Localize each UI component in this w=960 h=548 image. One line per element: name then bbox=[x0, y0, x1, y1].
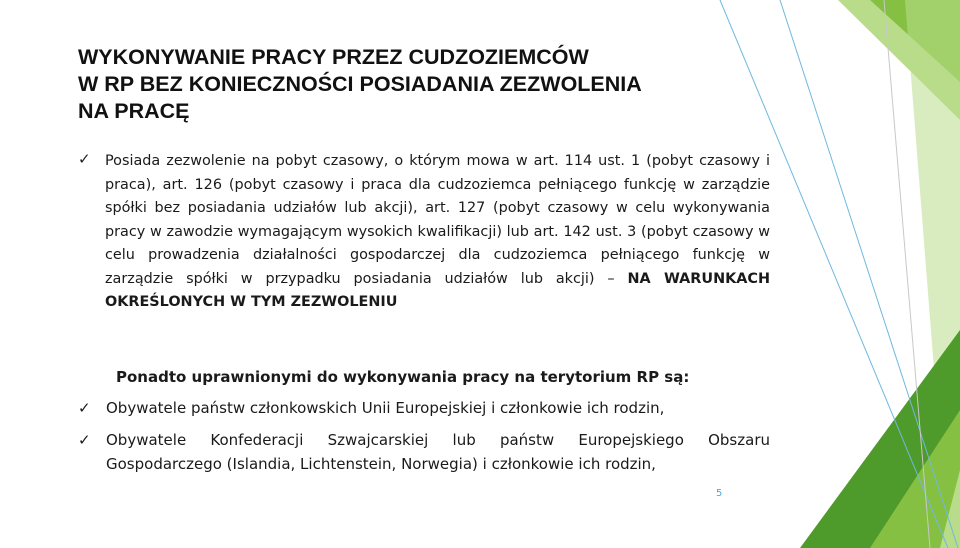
title-line-3: NA PRACĘ bbox=[78, 99, 190, 123]
checkmark-icon: ✓ bbox=[78, 399, 91, 417]
subheading: Ponadto uprawnionymi do wykonywania pracy na terytorium RP są: bbox=[116, 368, 690, 386]
slide-title bbox=[78, 44, 818, 125]
list-item bbox=[78, 396, 770, 420]
paragraph-emphasis: NA WARUNKACH OKREŚLONYCH W TYM ZEZWOLENIU bbox=[105, 270, 771, 310]
checkmark-icon: ✓ bbox=[78, 150, 91, 168]
paragraph-body bbox=[105, 150, 770, 315]
title-line-1: WYKONYWANIE PRACY PRZEZ CUDZOZIEMCÓW bbox=[78, 45, 589, 69]
paragraph-text: Posiada zezwolenie na pobyt czasowy, o którym mowa w art. 114 ust. 1 (pobyt czasowy i praca), art. 126 (pobyt czasowy i praca dla cudzoziemca pełniącego funkcję w zarządzie spółki bez posiadania udziałów lub akcji), art. 127 (pobyt czasowy w celu wykonywania pracy w zawodzie wymagającym wysokich kwalifikacji) lub art. 142 ust. 3 (pobyt czasowy w celu prowadzenia działalności gospodarczej dla cudzoziemca pełniącego funkcję w zarządzie spółki w przypadku posiadania udziałów lub akcji) – bbox=[105, 153, 770, 287]
title-line-2: W RP BEZ KONIECZNOŚCI POSIADANIA ZEZWOLENIA bbox=[78, 72, 642, 96]
page-number: 5 bbox=[716, 488, 723, 499]
list-item-text: Obywatele państw członkowskich Unii Europejskiej i członkowie ich rodzin, bbox=[106, 399, 665, 417]
residence-permit-paragraph bbox=[78, 150, 770, 315]
list-item bbox=[78, 428, 770, 476]
list-item-text: Obywatele Konfederacji Szwajcarskiej lub państw Europejskiego Obszaru Gospodarczego (Islandia, Lichtenstein, Norwegia) i członkowie ich rodzin, bbox=[106, 431, 770, 473]
checkmark-icon: ✓ bbox=[78, 431, 91, 449]
